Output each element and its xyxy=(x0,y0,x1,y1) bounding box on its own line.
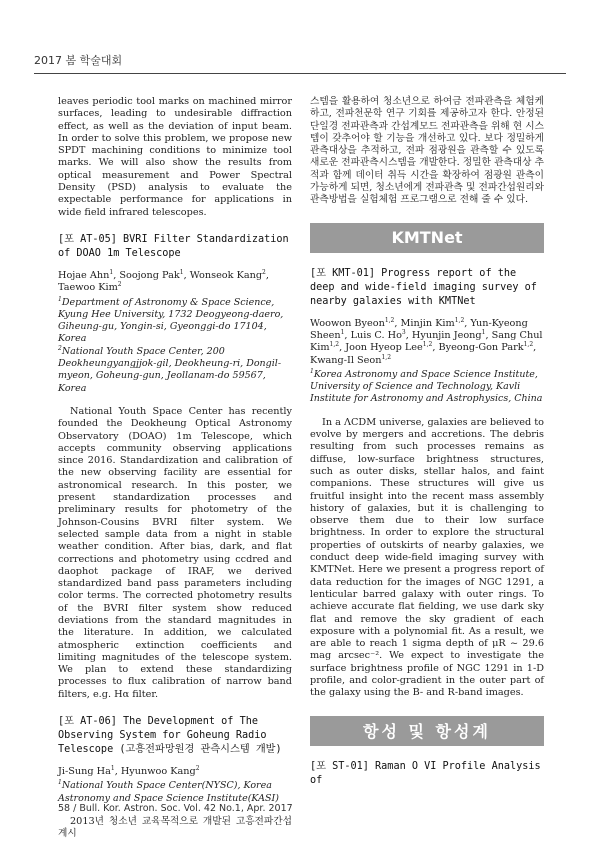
affiliations-at06: $^1$National Youth Space Center(NYSC), Korea Astronomy and Space Science Institute(KASI) xyxy=(58,779,279,804)
author-list-at05: Hojae Ahn$^1$, Soojong Pak$^1$, Wonseok Kang$^2$, Taewoo Kim$^2$ xyxy=(58,268,269,294)
author-list-at06: Ji-Sung Ha$^1$, Hyunwoo Kang$^2$ xyxy=(58,764,200,778)
right-column xyxy=(310,96,544,797)
author-list-kmt01: Woowon Byeon$^{1,2}$, Minjin Kim$^{1,2}$, Yun-Kyeong Sheen$^1$, Luis C. Ho$^3$, Hyunjin Jeong$^1$, Sang Chul Kim$^{1,2}$, Joon Hyeop Lee$^{1,2}$, Byeong-Gon Park$^{1,2}$, Kwang-Il Seon$^{1,2}$ xyxy=(310,316,543,366)
abstract-title-at06: [포 AT-06] The Development of The Observing System for Goheung Radio Telescope (고흥전파망원경 관측시스템 개발) xyxy=(58,716,282,756)
abstract-body-kmt01: In a ΛCDM universe, galaxies are believed to evolve by mergers and accretions. The debris resulting from such processes remains as diffuse, low-surface brightness structures, such as outer disks, stellar halos, and faint companions. These structures will give us fruitful insight into the recent mass assembly history of galaxies, but it is challenging to observe them due to their low surface brightness. In order to explore the structural properties of outskirts of nearby galaxies, we conduct deep wide-field imaging survey with KMTNet. Here we present a progress report of data reduction for the images of NGC 1291, a lenticular barred galaxy with outer rings. To achieve accurate flat fielding, we use dark sky flat and remove the sky gradient of each exposure with a polynomial fit. As a result, we are able to reach 1 sigma depth of μR ~ 29.6 mag arcsec⁻². We expect to investigate the surface brightness profile of NGC 1291 in 1-D profile, and color-gradient in the outer part of the galaxy using the B- and R-band images. xyxy=(310,416,544,699)
header-rule xyxy=(34,73,566,74)
running-header: 2017 봄 학술대회 xyxy=(34,54,123,67)
abstract-title-at05: [포 AT-05] BVRI Filter Standardization of DOAO 1m Telescope xyxy=(58,233,289,259)
abstract-title-kmt01: [포 KMT-01] Progress report of the deep and wide-field imaging survey of nearby galaxies with KMTNet xyxy=(310,267,537,307)
abstract-body-at05: National Youth Space Center has recently founded the Deokheung Optical Astronomy Observatory (DOAO) 1m Telescope, which accepts community observing applications since 2016. Standardization and calibration of the new observing facility are essential for astronomical research. In this poster, we present standardization processes and preliminary results for photometry of the Johnson-Cousins BVRI filter system. We selected sample data from a night in stable weather condition. After bias, dark, and flat corrections and photometry using ccdred and daophot package of IRAF, we derived standardized band pass parameters including color terms. The corrected photometry results of the BVRI filter system show reduced deviations from the standard magnitudes in the literature. In addition, we calculated atmospheric extinction coefficients and limiting magnitudes of the telescope system. We plan to extend these standardizing processes to flux calibration of narrow band filters, e.g. Hα filter. xyxy=(58,405,292,700)
affiliations-at05: $^1$Department of Astronomy & Space Science, Kyung Hee University, 1732 Deogyeong-daero, Giheung-gu, Yongin-si, Gyeonggi-do 17104, Korea $^2$National Youth Space Center, 200 Deokheungyangjjok-gil, Deokheung-ri, Dongil-myeon, Goheung-gun, Jeollanam-do 59567, Korea xyxy=(58,295,284,394)
affiliations-kmt01: $^1$Korea Astronomy and Space Science Institute, University of Science and Technology, Kavli Institute for Astronomy and Astrophysics, China xyxy=(310,367,543,405)
abstract-body-at06: 2013년 청소년 교육목적으로 개발된 고흥전파간섭계시 xyxy=(58,815,292,840)
abstract-title-st01: [포 ST-01] Raman O VI Profile Analysis of xyxy=(310,760,541,786)
section-banner-kmtnet: KMTNet xyxy=(310,223,544,253)
continued-abstract: leaves periodic tool marks on machined mirror surfaces, leading to undesirable diffraction effect, as well as the deviation of input beam. In order to solve this problem, we propose new SPDT machining conditions to minimize tool marks. We will also show the results from optical measurement and Power Spectral Density (PSD) analysis to evaluate the expectable performance for applications in wide field infrared telescopes. xyxy=(58,96,292,218)
continued-abstract-korean: 스템을 활용하여 청소년으로 하여금 전파관측을 체험케 하고, 전파천문학 연구 기회를 제공하고자 한다. 안정된 단일경 전파관측과 간섭계모드 전파관측을 위해 현 시스템이 갖추어야 할 기능을 개선하고 있다. 보다 정밀하게 관측대상을 추적하고, 전파 점광원을 관측할 수 있도록 새로운 전파관측시스템을 개발한다. 정밀한 관측대상 추적과 함께 데이터 취득 시간을 확장하여 점광원 관측이 가능하게 되면, 청소년에게 전파관측 및 전파간섭원리와 관측방법을 실험체험 프로그램으로 전해 줄 수 있다. xyxy=(310,96,544,206)
section-banner-stars: 항성 및 항성계 xyxy=(310,716,544,746)
page-footer: 58 / Bull. Kor. Astron. Soc. Vol. 42 No.1, Apr. 2017 xyxy=(58,803,293,814)
left-column xyxy=(58,96,292,841)
